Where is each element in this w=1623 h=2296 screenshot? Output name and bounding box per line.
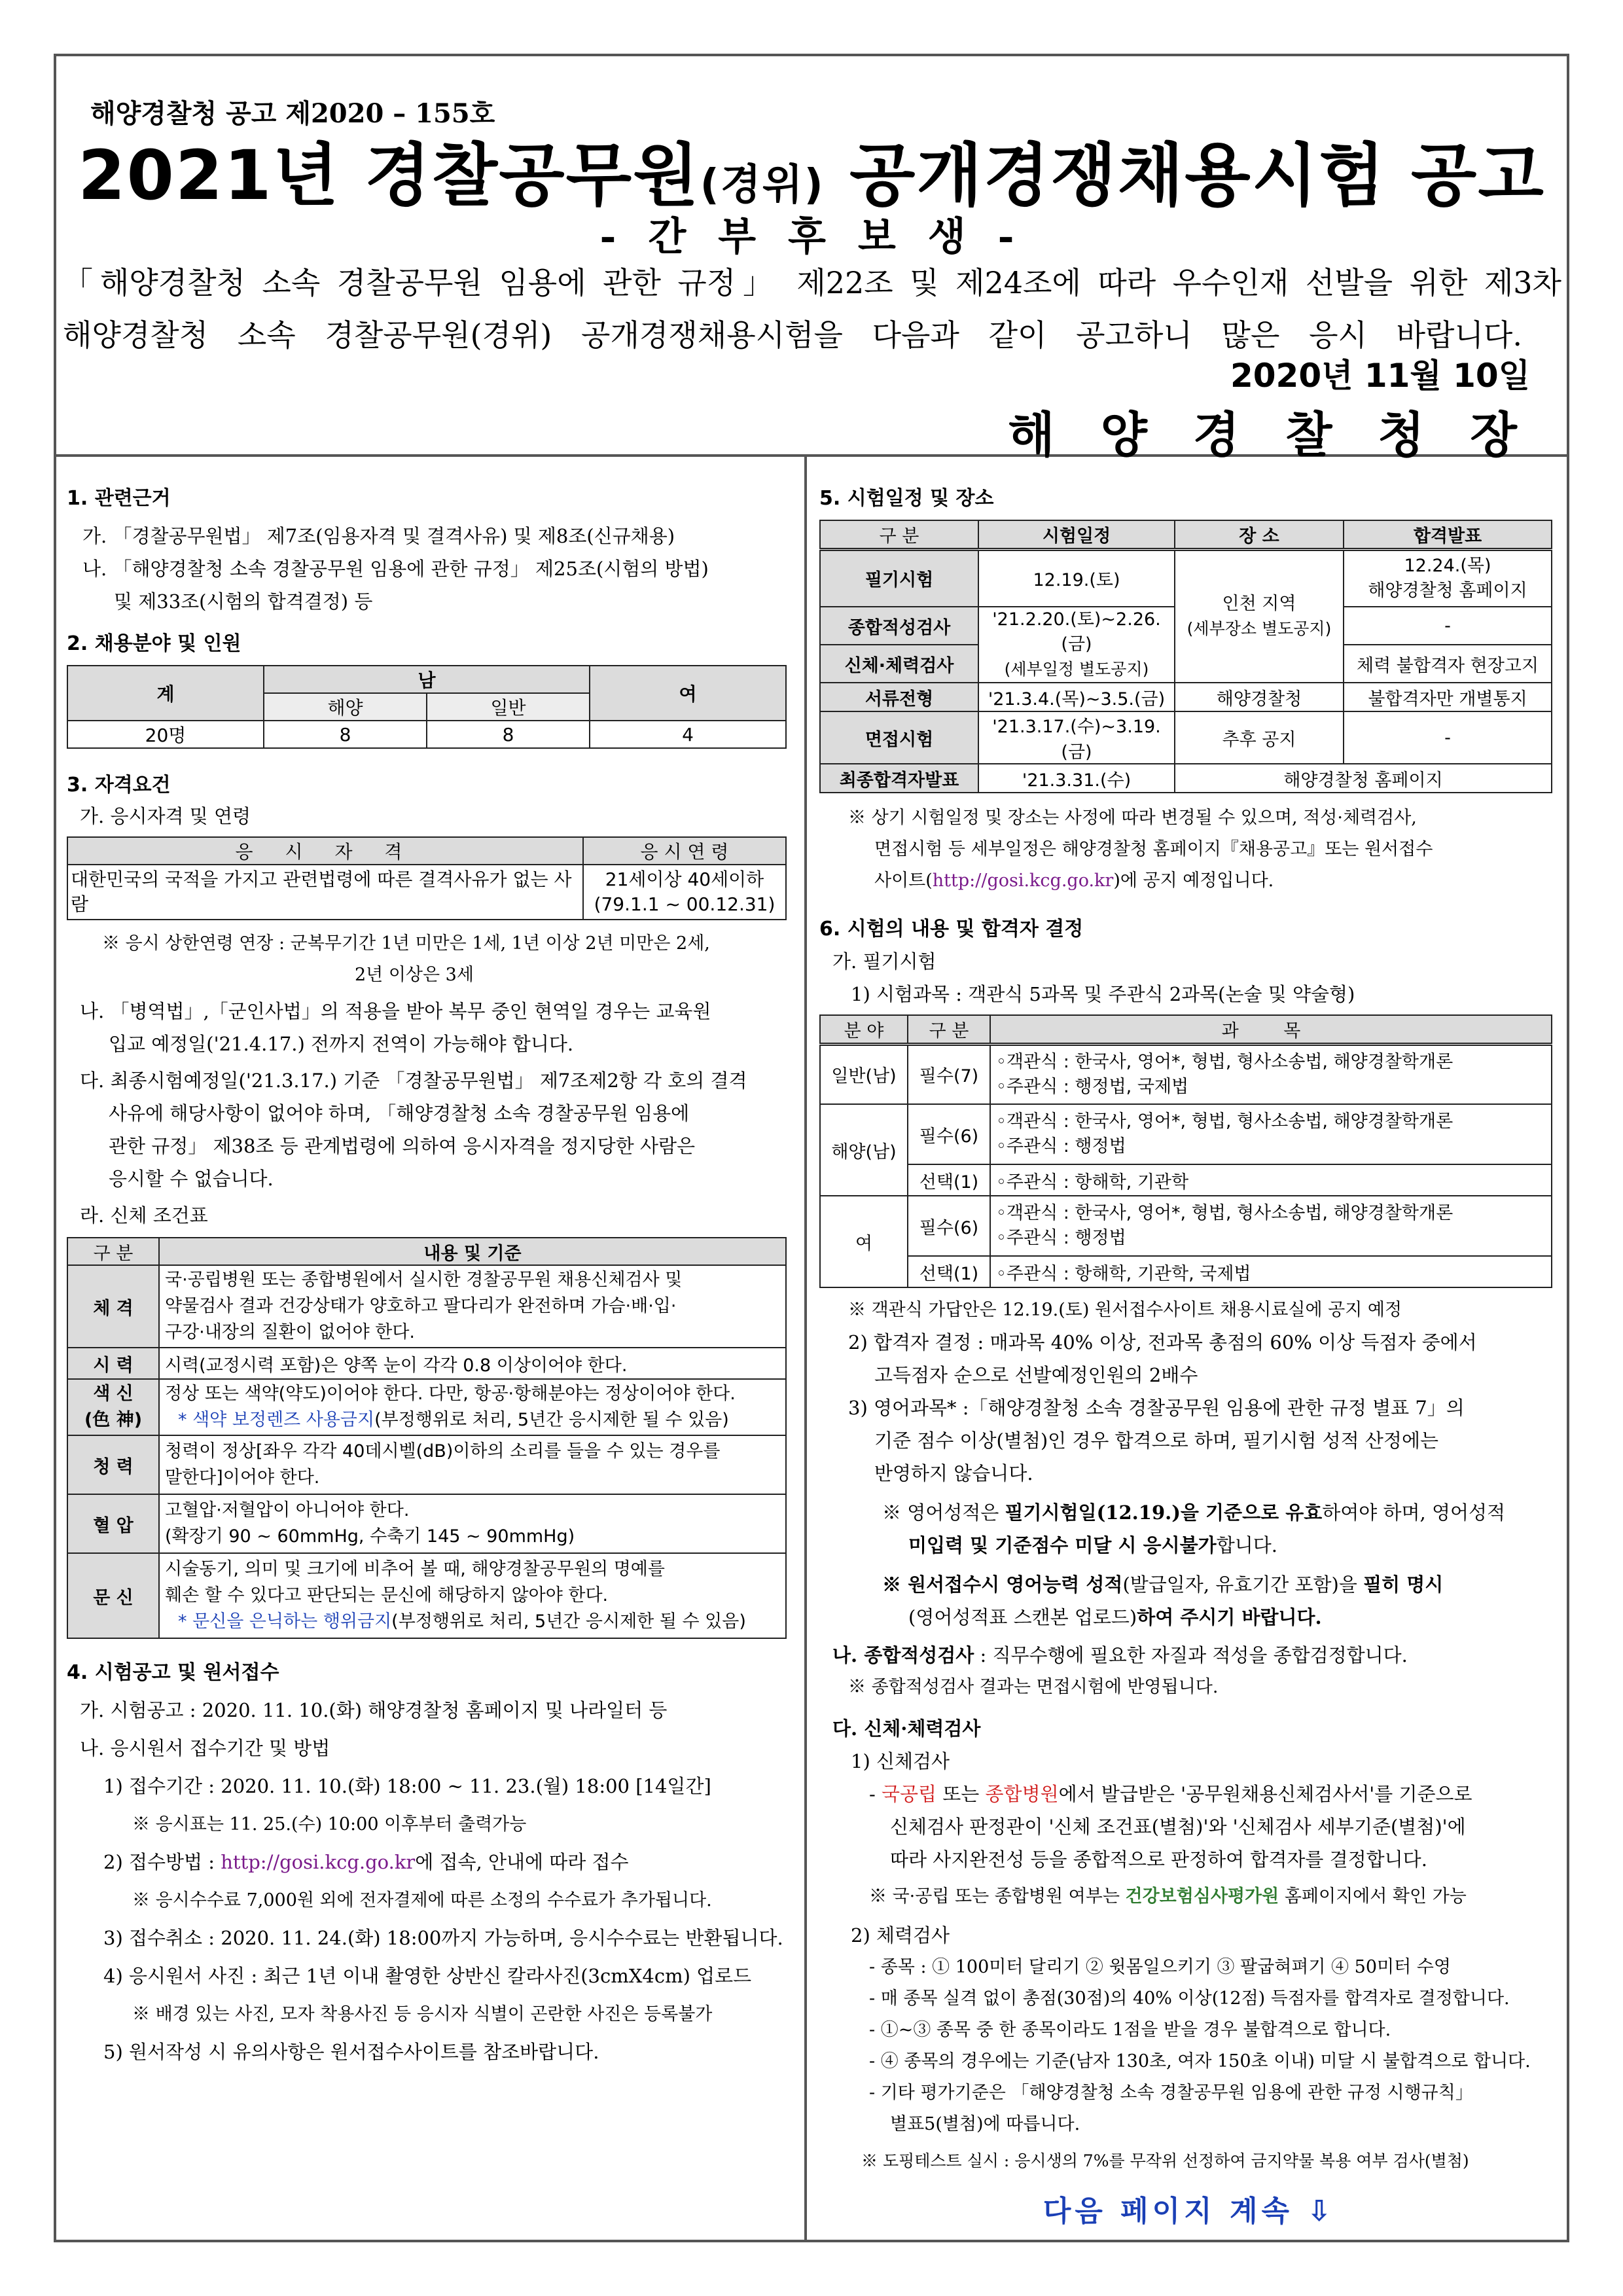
notice-page [54, 54, 1569, 2242]
place-line-2: (세부장소 별도공지) [1186, 619, 1332, 638]
s6-c1b: 신체검사 판정관이 '신체 조건표(별첨)'와 '신체검사 세부기준(별첨)'에 [890, 1816, 1466, 1838]
qualification-text: 대한민국의 국적을 가지고 관련법령에 따른 결격사유가 없는 사람 [67, 865, 583, 920]
subj-type-1: 필수(7) [908, 1044, 990, 1104]
s6-n1: ※ 객관식 가답안은 12.19.(토) 원서접수사이트 채용시료실에 공지 예정 [848, 1300, 1402, 1320]
sch-document-result: 불합격자만 개별통지 [1344, 683, 1552, 711]
title-part-b: (경위) [700, 161, 825, 209]
s3-item-c-line3: 관한 규정」 제38조 등 관계법령에 의하여 응시자격을 정지당한 사람은 [109, 1135, 696, 1157]
th-subj-subject: 과 목 [990, 1015, 1552, 1044]
s4-item-b1-note: ※ 응시표는 11. 25.(수) 10:00 이후부터 출력가능 [132, 1814, 527, 1835]
subj-content-1 [990, 1044, 1552, 1104]
intro-line-2: 해양경찰청 소속 경찰공무원(경위) 공개경쟁채용시험을 다음과 같이 공고하니 많은 응시 바랍니다. [63, 317, 1522, 353]
s6-c1n [819, 1881, 1559, 1912]
result-line-1: 12.24.(목) [1404, 555, 1491, 576]
th-category: 구 분 [67, 1238, 159, 1265]
val-sea: 8 [264, 721, 427, 748]
bp-line-1: 고혈압·저혈압이 아니어야 한다. [165, 1500, 410, 1520]
sch-aptitude-date [978, 607, 1175, 683]
continue-next-page: 다음 페이지 계속 ⇩ [1043, 2195, 1336, 2228]
th-sch-cat: 구 분 [820, 520, 978, 549]
s3-item-c-line1: 다. 최종시험예정일('21.3.17.) 기준 「경찰공무원법」 제7조제2항 각 호의 결격 [80, 1069, 747, 1092]
sch-final: 최종합격자발표 [820, 764, 978, 793]
th-content: 내용 및 기준 [159, 1238, 786, 1265]
val-general: 8 [427, 721, 590, 748]
notice-header [56, 56, 1567, 463]
sch-document: 서류전형 [820, 683, 978, 711]
subj-content-3: ◦주관식 : 항해학, 기관학 [990, 1164, 1552, 1196]
tattoo-line-1: 시술동기, 의미 및 크기에 비추어 볼 때, 해양경찰공무원의 명예를 [165, 1559, 665, 1579]
s5-note-3a: 사이트( [874, 870, 933, 891]
s6-c2a: - 종목 : ① 100미터 달리기 ② 윗몸일으키기 ③ 팔굽혀펴기 ④ 50미터 수영 [869, 1957, 1451, 1977]
page-title [56, 120, 1567, 219]
tattoo-note-rest: (부정행위로 처리, 5년간 응시제한 될 수 있음) [391, 1611, 746, 1632]
content-hearing [159, 1435, 786, 1494]
s3-item-b-line1: 나. 「병역법」,「군인사법」의 적용을 받아 복무 중인 현역일 경우는 교육원 [80, 1000, 711, 1022]
s6-n2b: 고득점자 순으로 선발예정인원의 2배수 [874, 1364, 1198, 1386]
s6-c1a: - 국공립 또는 종합병원에서 발급받은 '공무원채용신체검사서'를 기준으로 [869, 1783, 1472, 1805]
subj-content-5: ◦주관식 : 항해학, 기관학, 국제법 [990, 1256, 1552, 1287]
th-qualification: 응 시 자 격 [67, 837, 583, 865]
s3-note-line2: 2년 이상은 3세 [355, 965, 474, 985]
intro-text [63, 257, 1561, 361]
subj-2-l2: ◦주관식 : 행정법 [996, 1136, 1126, 1157]
sch-interview-result: - [1344, 711, 1552, 764]
section-3-title: 3. 자격요건 [67, 774, 171, 797]
body-condition-table [67, 1237, 787, 1639]
s6-a1: 1) 시험과목 : 객관식 5과목 및 주관식 2과목(논술 및 약술형) [851, 983, 1355, 1005]
place-line-1: 인천 지역 [1222, 593, 1296, 614]
th-age: 응 시 연 령 [583, 837, 786, 865]
content-vision: 시력(교정시력 포함)은 양쪽 눈이 각각 0.8 이상이어야 한다. [159, 1348, 786, 1379]
s6-c1n-b: 홈페이지에서 확인 가능 [1279, 1886, 1467, 1907]
s6-c1: 1) 신체검사 [851, 1750, 950, 1772]
tattoo-line-2: 훼손 할 수 있다고 판단되는 문신에 해당하지 않아야 한다. [165, 1585, 609, 1605]
s6-e1 [819, 1496, 1559, 1529]
s6-c1a-red2: 종합병원 [985, 1783, 1059, 1805]
qualification-table [67, 836, 787, 920]
s5-note-3 [819, 865, 1559, 897]
subj-4-l1: ◦객관식 : 한국사, 영어*, 형법, 형사소송법, 해양경찰학개론 [996, 1203, 1454, 1223]
s3-sub-d: 라. 신체 조건표 [80, 1204, 208, 1227]
sch-written: 필기시험 [820, 549, 978, 607]
sch-document-place: 해양경찰청 [1175, 683, 1344, 711]
th-female: 여 [590, 666, 786, 721]
cat-hearing: 청 력 [67, 1435, 159, 1494]
sch-interview: 면접시험 [820, 711, 978, 764]
subj-type-5: 선택(1) [908, 1256, 990, 1287]
s4-item-b3: 3) 접수취소 : 2020. 11. 24.(화) 18:00까지 가능하며, 응시수수료는 반환됩니다. [103, 1927, 783, 1949]
notice-number: 해양경찰청 공고 제2020 – 155호 [90, 98, 495, 129]
val-female: 4 [590, 721, 786, 748]
s6-c2c: - ①~③ 종목 중 한 종목이라도 1점을 받을 경우 불합격으로 합니다. [869, 2020, 1391, 2040]
s6-c1a-rest: 에서 발급받은 '공무원채용신체검사서'를 기준으로 [1058, 1783, 1472, 1805]
s6-sub-a: 가. 필기시험 [832, 950, 936, 973]
cat-vision: 시 력 [67, 1348, 159, 1379]
th-subj-field: 분 야 [820, 1015, 908, 1044]
sch-aptitude-result: - [1344, 607, 1552, 645]
th-sea: 해양 [264, 693, 427, 721]
s3-item-c-line4: 응시할 수 없습니다. [109, 1168, 274, 1190]
s6-e1b: 필기시험일(12.19.)을 기준으로 유효 [1005, 1501, 1323, 1524]
s4-item-b4: 4) 응시원서 사진 : 최근 1년 이내 촬영한 상반신 칼라사진(3cmX4cm) 업로드 [103, 1965, 752, 1987]
sch-written-result [1344, 549, 1552, 607]
s3-sub-a: 가. 응시자격 및 연령 [80, 805, 251, 827]
subj-1-l2: ◦주관식 : 행정법, 국제법 [996, 1076, 1189, 1097]
subj-2-l1: ◦객관식 : 한국사, 영어*, 형법, 형사소송법, 해양경찰학개론 [996, 1111, 1454, 1132]
build-line-3: 구강·내장의 질환이 없어야 한다. [165, 1322, 415, 1342]
subj-type-3: 선택(1) [908, 1164, 990, 1196]
s6-e4b: 하여 주시기 바랍니다. [1137, 1606, 1322, 1628]
s6-c: 다. 신체·체력검사 [832, 1717, 981, 1740]
section-1-title: 1. 관련근거 [67, 487, 171, 510]
column-divider [804, 457, 807, 2242]
s6-c2b: - 매 종목 실격 없이 총점(30점)의 40% 이상(12점) 득점자를 합격자로 결정합니다. [869, 1988, 1510, 2009]
title-part-c: 공개경쟁채용시험 공고 [824, 135, 1545, 215]
content-tattoo [159, 1553, 786, 1638]
s4-item-a: 가. 시험공고 : 2020. 11. 10.(화) 해양경찰청 홈페이지 및 나라일터 등 [80, 1699, 668, 1721]
s5-note-1: ※ 상기 시험일정 및 장소는 사정에 따라 변경될 수 있으며, 적성·체력검사, [848, 808, 1417, 828]
content-bp [159, 1494, 786, 1553]
th-sch-result: 합격발표 [1344, 520, 1552, 549]
th-sch-place: 장 소 [1175, 520, 1344, 549]
apt-date-1: '21.2.20.(토)~2.26.(금) [992, 609, 1161, 655]
cat-bp: 혈 압 [67, 1494, 159, 1553]
th-male: 남 [264, 666, 590, 693]
s6-c1a-red1: 국공립 [882, 1783, 937, 1805]
content-color [159, 1379, 786, 1435]
age-line-1: 21세이상 40세이하 [605, 869, 764, 890]
s1-item-b-line2: 및 제33조(시험의 합격결정) 등 [114, 590, 373, 613]
s6-e2-bold: 미입력 및 기준점수 미달 시 응시불가 [908, 1534, 1217, 1556]
s6-bn: ※ 종합적성검사 결과는 면접시험에 반영됩니다. [848, 1677, 1219, 1697]
subj-4-l2: ◦주관식 : 행정법 [996, 1228, 1126, 1248]
s6-b-label: 나. 종합적성검사 [832, 1644, 974, 1666]
s6-c1n-green: 건강보험심사평가원 [1125, 1886, 1279, 1907]
sch-document-date: '21.3.4.(목)~3.5.(금) [978, 683, 1175, 711]
cat-build: 체 격 [67, 1265, 159, 1348]
bp-line-2: (확장기 90 ~ 60mmHg, 수축기 145 ~ 90mmHg) [165, 1526, 575, 1547]
sch-final-place: 해양경찰청 홈페이지 [1175, 764, 1552, 793]
th-sch-date: 시험일정 [978, 520, 1175, 549]
subj-1-l1: ◦객관식 : 한국사, 영어*, 형법, 형사소송법, 해양경찰학개론 [996, 1051, 1454, 1072]
s6-e3c: 필히 명시 [1363, 1573, 1444, 1596]
sch-physical-result: 체력 불합격자 현장고지 [1344, 645, 1552, 683]
s6-n3c: 반영하지 않습니다. [874, 1462, 1033, 1484]
s6-e3b: (발급일자, 유효기간 포함)을 [1122, 1573, 1364, 1596]
subj-field-female: 여 [820, 1196, 908, 1287]
subject-table [819, 1014, 1552, 1288]
s3-note-line1: ※ 응시 상한연령 연장 : 군복무기간 1년 미만은 1세, 1년 이상 2년 미만은 2세, [102, 933, 710, 954]
schedule-table [819, 520, 1552, 793]
s5-note-3b: )에 공지 예정입니다. [1113, 870, 1274, 891]
val-total: 20명 [67, 721, 264, 748]
section-5-title: 5. 시험일정 및 장소 [819, 487, 994, 510]
hearing-line-2: 말한다]이어야 한다. [165, 1467, 320, 1488]
th-general: 일반 [427, 693, 590, 721]
age-range [583, 865, 786, 920]
s4-item-b2-note: ※ 응시수수료 7,000원 외에 전자결제에 따른 소정의 수수료가 추가됩니다. [132, 1890, 712, 1910]
s4-b2-url[interactable]: http://gosi.kcg.go.kr [221, 1851, 416, 1873]
s6-c1c: 따라 사지완전성 등을 종합적으로 판정하여 합격자를 결정합니다. [890, 1848, 1427, 1871]
th-total: 계 [67, 666, 264, 721]
intro-line-1: 「해양경찰청 소속 경찰공무원 임용에 관한 규정」 제22조 및 제24조에 따라 우수인재 선발을 위한 제3차 [63, 265, 1561, 300]
s3-item-c-line2: 사유에 해당사항이 없어야 하며, 「해양경찰청 소속 경찰공무원 임용에 [109, 1102, 690, 1124]
build-line-2: 약물검사 결과 건강상태가 양호하고 팔다리가 완전하며 가슴·배·입· [165, 1296, 677, 1316]
s6-c2: 2) 체력검사 [851, 1924, 950, 1946]
s6-n3b: 기준 점수 이상(별첨)인 경우 합격으로 하며, 필기시험 성적 산정에는 [874, 1429, 1438, 1452]
build-line-1: 국·공립병원 또는 종합병원에서 실시한 경찰공무원 채용신체검사 및 [165, 1270, 683, 1290]
th-subj-type: 구 분 [908, 1015, 990, 1044]
s4-item-b4-note: ※ 배경 있는 사진, 모자 착용사진 등 응시자 식별이 곤란한 사진은 등록불가 [132, 2004, 713, 2024]
s6-c2f: 별표5(별첨)에 따릅니다. [890, 2114, 1080, 2134]
s6-n2a: 2) 합격자 결정 : 매과목 40% 이상, 전과목 총점의 60% 이상 득점자 중에서 [848, 1331, 1477, 1354]
sch-physical: 신체·체력검사 [820, 645, 978, 683]
s6-e1c: 하여야 하며, 영어성적 [1322, 1501, 1506, 1524]
sch-interview-date: '21.3.17.(수)~3.19.(금) [978, 711, 1175, 764]
s6-c2n: ※ 도핑테스트 실시 : 응시생의 7%를 무작위 선정하여 금지약물 복용 여부 검사(별첨) [861, 2151, 1469, 2170]
sch-aptitude: 종합적성검사 [820, 607, 978, 645]
s4-item-b2 [67, 1846, 796, 1878]
s4-item-b5: 5) 원서작성 시 유의사항은 원서접수사이트를 참조바랍니다. [103, 2041, 599, 2063]
subj-type-2: 필수(6) [908, 1104, 990, 1164]
s1-item-a: 가. 「경찰공무원법」 제7조(임용자격 및 결격사유) 및 제8조(신규채용) [82, 525, 675, 547]
age-line-2: (79.1.1 ~ 00.12.31) [594, 893, 776, 915]
left-column [56, 461, 804, 2068]
s4-item-b: 나. 응시원서 접수기간 및 방법 [80, 1737, 330, 1759]
s6-e4 [819, 1601, 1559, 1634]
subj-content-2 [990, 1104, 1552, 1164]
section-2-title: 2. 채용분야 및 인원 [67, 632, 241, 655]
sch-final-date: '21.3.31.(수) [978, 764, 1175, 793]
content-build [159, 1265, 786, 1348]
notice-date: 2020년 11월 10일 [1230, 357, 1530, 395]
cat-color [67, 1379, 159, 1435]
apt-date-2: (세부일정 별도공지) [1004, 660, 1149, 679]
sch-written-date: 12.19.(토) [978, 549, 1175, 607]
subj-field-general: 일반(남) [820, 1044, 908, 1104]
s3-item-b-line2: 입교 예정일('21.4.17.) 전까지 전역이 가능해야 합니다. [109, 1033, 574, 1055]
s4-b2-label: 2) 접수방법 : [103, 1851, 221, 1873]
s6-e1a: ※ 영어성적은 [882, 1501, 1005, 1524]
s6-b-rest: : 직무수행에 필요한 자질과 적성을 종합검정합니다. [974, 1644, 1408, 1666]
s5-note-2: 면접시험 등 세부일정은 해양경찰청 홈페이지『채용공고』또는 원서접수 [874, 839, 1433, 859]
subj-type-4: 필수(6) [908, 1196, 990, 1256]
sch-interview-place: 추후 공지 [1175, 711, 1344, 764]
s6-c1a-mid: 또는 [936, 1783, 986, 1805]
s4-item-b1: 1) 접수기간 : 2020. 11. 10.(화) 18:00 ~ 11. 23.(월) 18:00 [14일간] [103, 1775, 711, 1797]
section-6-title: 6. 시험의 내용 및 합격자 결정 [819, 918, 1084, 941]
s6-b [819, 1639, 1559, 1672]
s6-e4a: (영어성적표 스캔본 업로드) [908, 1606, 1137, 1628]
cat-color-2: (色 神) [84, 1410, 143, 1430]
subj-field-sea: 해양(남) [820, 1104, 908, 1196]
right-column [809, 461, 1567, 2229]
result-line-2: 해양경찰청 홈페이지 [1368, 580, 1527, 601]
s6-e2-rest: 합니다. [1216, 1534, 1277, 1556]
staffing-table [67, 665, 787, 749]
cat-color-1: 색 신 [93, 1384, 134, 1404]
color-note-rest: (부정행위로 처리, 5년간 응시제한 될 수 있음) [374, 1410, 729, 1430]
agency-name: 해 양 경 찰 청 장 [1008, 407, 1531, 463]
sch-written-place [1175, 549, 1344, 683]
s6-e3 [819, 1568, 1559, 1601]
s4-b2-rest: 에 접속, 안내에 따라 접수 [415, 1851, 629, 1873]
page-subtitle: - 간 부 후 보 생 - [599, 214, 1024, 260]
s6-e2 [819, 1529, 1559, 1562]
title-part-a: 2021년 경찰공무원 [78, 135, 700, 215]
s6-n3a: 3) 영어과목* :「해양경찰청 소속 경찰공무원 임용에 관한 규정 별표 7」의 [848, 1397, 1465, 1419]
s6-c2d: - ④ 종목의 경우에는 기준(남자 130초, 여자 150초 이내) 미달 시 불합격으로 합니다. [869, 2051, 1531, 2072]
s6-e3a: ※ 원서접수시 영어능력 성적 [882, 1573, 1123, 1596]
color-note-blue: * 색약 보정렌즈 사용금지 [178, 1410, 375, 1430]
s5-note-url[interactable]: http://gosi.kcg.go.kr [932, 870, 1114, 891]
s6-c2e: - 기타 평가기준은 「해양경찰청 소속 경찰공무원 임용에 관한 규정 시행규칙」 [869, 2083, 1473, 2103]
subj-content-4 [990, 1196, 1552, 1256]
hearing-line-1: 청력이 정상[좌우 각각 40데시벨(dB)이하의 소리를 들을 수 있는 경우를 [165, 1441, 721, 1462]
cat-tattoo: 문 신 [67, 1553, 159, 1638]
s1-item-b-line1: 나. 「해양경찰청 소속 경찰공무원 임용에 관한 규정」 제25조(시험의 방법) [82, 558, 709, 580]
s6-c1n-a: ※ 국·공립 또는 종합병원 여부는 [869, 1886, 1126, 1907]
section-4-title: 4. 시험공고 및 원서접수 [67, 1661, 279, 1684]
tattoo-note-blue: * 문신을 은닉하는 행위금지 [178, 1611, 392, 1632]
color-line-1: 정상 또는 색약(약도)이어야 한다. 다만, 항공·항해분야는 정상이어야 한다. [165, 1384, 736, 1404]
